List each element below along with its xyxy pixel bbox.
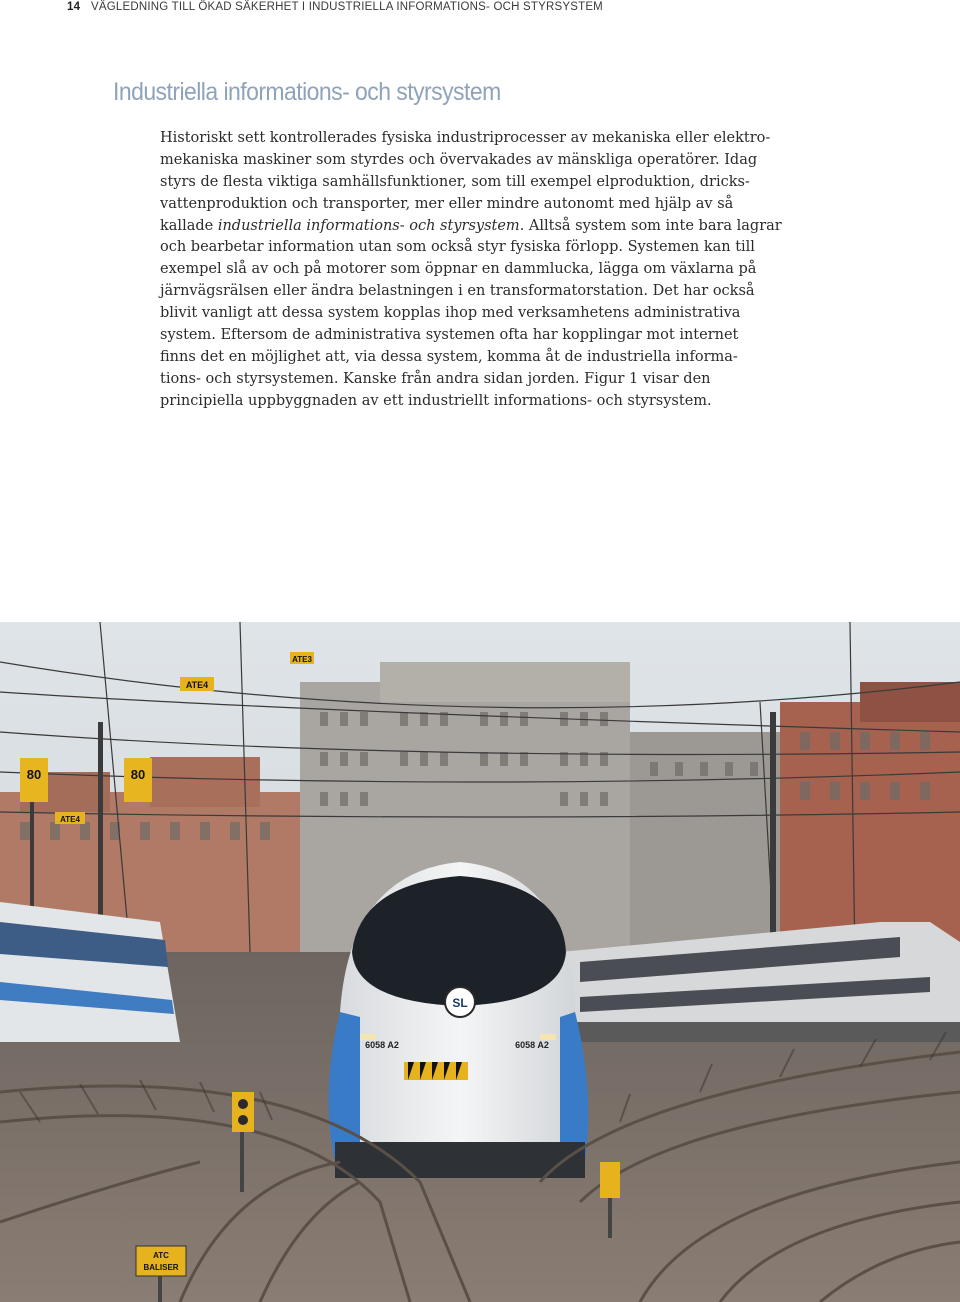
- body-line: järnvägsrälsen eller ändra belastningen i en transformatorstation. Det har också: [160, 283, 755, 300]
- train-number: 6058 A2: [365, 1040, 399, 1050]
- train-number: 6058 A2: [515, 1040, 549, 1050]
- body-line: blivit vanligt att dessa system kopplas ihop med verksamhetens administrativa: [160, 305, 741, 322]
- atc-sign-line2: BALISER: [143, 1263, 179, 1272]
- left-train: [0, 902, 180, 1042]
- ate-sign-label: ATE4: [60, 815, 80, 824]
- ate-sign-label: ATE3: [292, 655, 312, 664]
- body-paragraph: [160, 128, 782, 413]
- emphasis-term: industriella informations- och styrsystem: [217, 217, 520, 234]
- sl-logo: SL: [452, 996, 468, 1010]
- body-line: styrs de flesta viktiga samhällsfunktioner, som till exempel elproduktion, dricks-: [160, 173, 750, 190]
- body-line: Historiskt sett kontrollerades fysiska industriprocesser av mekaniska eller elektro-: [160, 130, 771, 146]
- body-line: mekaniska maskiner som styrdes och övervakades av mänskliga operatörer. Idag: [160, 151, 758, 168]
- running-header: [0, 0, 960, 14]
- body-text-run: kallade: [160, 217, 218, 234]
- page-number: 14: [67, 1, 81, 13]
- body-text-run: . Alltså system som inte bara lagrar: [519, 217, 782, 234]
- body-line: principiella uppbyggnaden av ett industriellt informations- och styrsystem.: [160, 392, 712, 409]
- speed-sign-label: 80: [26, 767, 42, 782]
- body-line-mixed: [160, 216, 782, 238]
- speed-sign-label: 80: [130, 767, 146, 782]
- body-line: finns det en möjlighet att, via dessa system, komma åt de industriella informa-: [160, 348, 738, 365]
- railway-photo-illustration: [0, 622, 960, 1302]
- body-line: system. Eftersom de administrativa systemen ofta har kopplingar mot internet: [160, 327, 739, 344]
- atc-sign-line1: ATC: [153, 1251, 169, 1260]
- railway-photo: [0, 622, 960, 1302]
- section-title: Industriella informations- och styrsystem: [113, 78, 501, 106]
- running-title: VÄGLEDNING TILL ÖKAD SÄKERHET I INDUSTRIELLA INFORMATIONS- OCH STYRSYSTEM: [91, 1, 603, 13]
- body-line: vattenproduktion och transporter, mer eller mindre autonomt med hjälp av så: [160, 195, 734, 212]
- body-line: exempel slå av och på motorer som öppnar en dammlucka, lägga om växlarna på: [160, 261, 757, 278]
- body-line: tions- och styrsystemen. Kanske från andra sidan jorden. Figur 1 visar den: [160, 370, 711, 387]
- ate-sign-label: ATE4: [185, 680, 209, 690]
- body-line: och bearbetar information utan som också styr fysiska förlopp. Systemen kan till: [160, 239, 755, 256]
